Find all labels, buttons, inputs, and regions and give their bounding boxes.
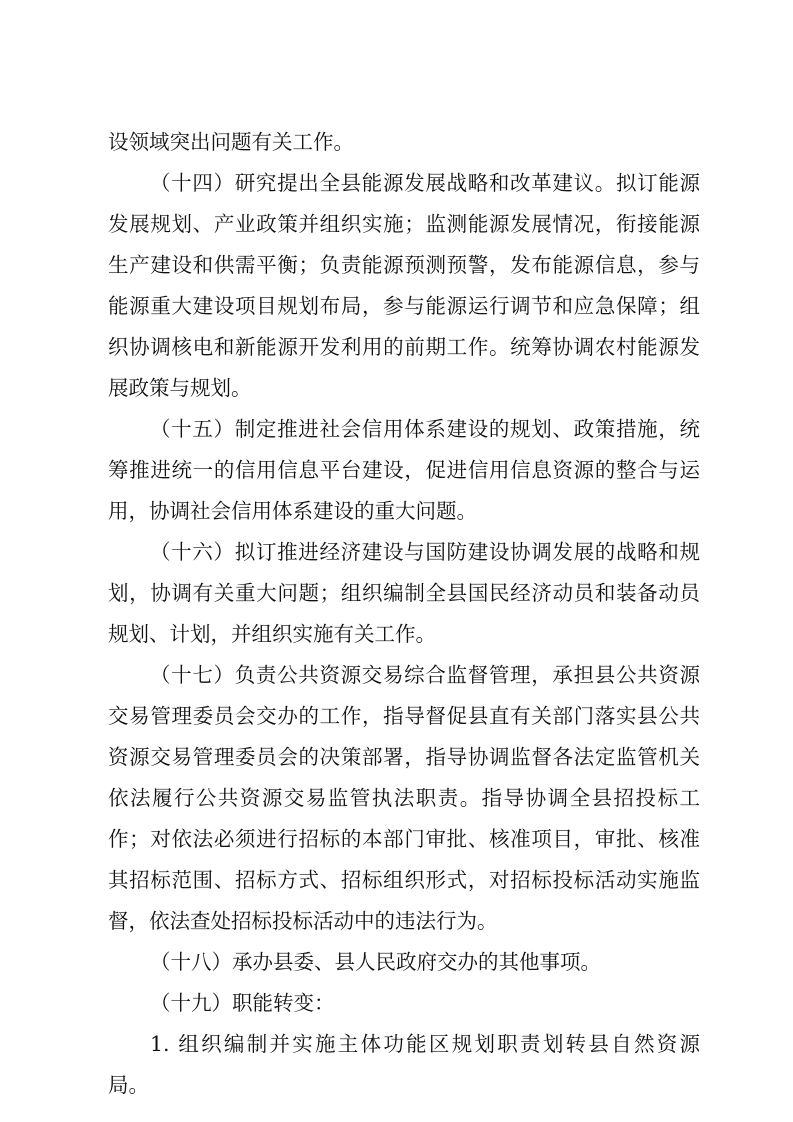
text-line: 划，协调有关重大问题；组织编制全县国民经济动员和装备动员 <box>108 581 700 605</box>
text-line: 依法履行公共资源交易监管执法职责。指导协调全县招投标工 <box>108 786 700 810</box>
text-line: 资源交易管理委员会的决策部署，指导协调监督各法定监管机关 <box>108 745 700 769</box>
text-line: 用，协调社会信用体系建设的重大问题。 <box>108 499 477 523</box>
text-line: 生产建设和供需平衡；负责能源预测预警，发布能源信息，参与 <box>108 253 700 277</box>
text-line: 能源重大建设项目规划布局，参与能源运行调节和应急保障；组 <box>108 294 700 318</box>
text-line: （十六）拟订推进经济建设与国防建设协调发展的战略和规 <box>150 540 700 564</box>
text-line: 展政策与规划。 <box>108 376 252 400</box>
text-line: （十八）承办县委、县人民政府交办的其他事项。 <box>150 950 601 974</box>
text-line: 织协调核电和新能源开发利用的前期工作。统筹协调农村能源发 <box>108 335 700 359</box>
text-line: 1. 组织编制并实施主体功能区规划职责划转县自然资源 <box>150 1032 700 1056</box>
text-line: 交易管理委员会交办的工作，指导督促县直有关部门落实县公共 <box>108 704 700 728</box>
text-line: 其招标范围、招标方式、招标组织形式，对招标投标活动实施监 <box>108 868 700 892</box>
text-line: （十九）职能转变： <box>150 991 335 1015</box>
text-line: 局。 <box>108 1073 149 1097</box>
text-line: 筹推进统一的信用信息平台建设，促进信用信息资源的整合与运 <box>108 458 700 482</box>
text-line: 规划、计划，并组织实施有关工作。 <box>108 622 436 646</box>
text-line: 督，依法查处招标投标活动中的违法行为。 <box>108 909 498 933</box>
text-line: （十七）负责公共资源交易综合监督管理，承担县公共资源 <box>150 663 700 687</box>
text-line: （十五）制定推进社会信用体系建设的规划、政策措施，统 <box>150 417 700 441</box>
text-line: （十四）研究提出全县能源发展战略和改革建议。拟订能源 <box>150 171 700 195</box>
text-line: 设领域突出问题有关工作。 <box>108 130 354 154</box>
text-line: 发展规划、产业政策并组织实施；监测能源发展情况，衔接能源 <box>108 212 700 236</box>
text-line: 作；对依法必须进行招标的本部门审批、核准项目，审批、核准 <box>108 827 700 851</box>
